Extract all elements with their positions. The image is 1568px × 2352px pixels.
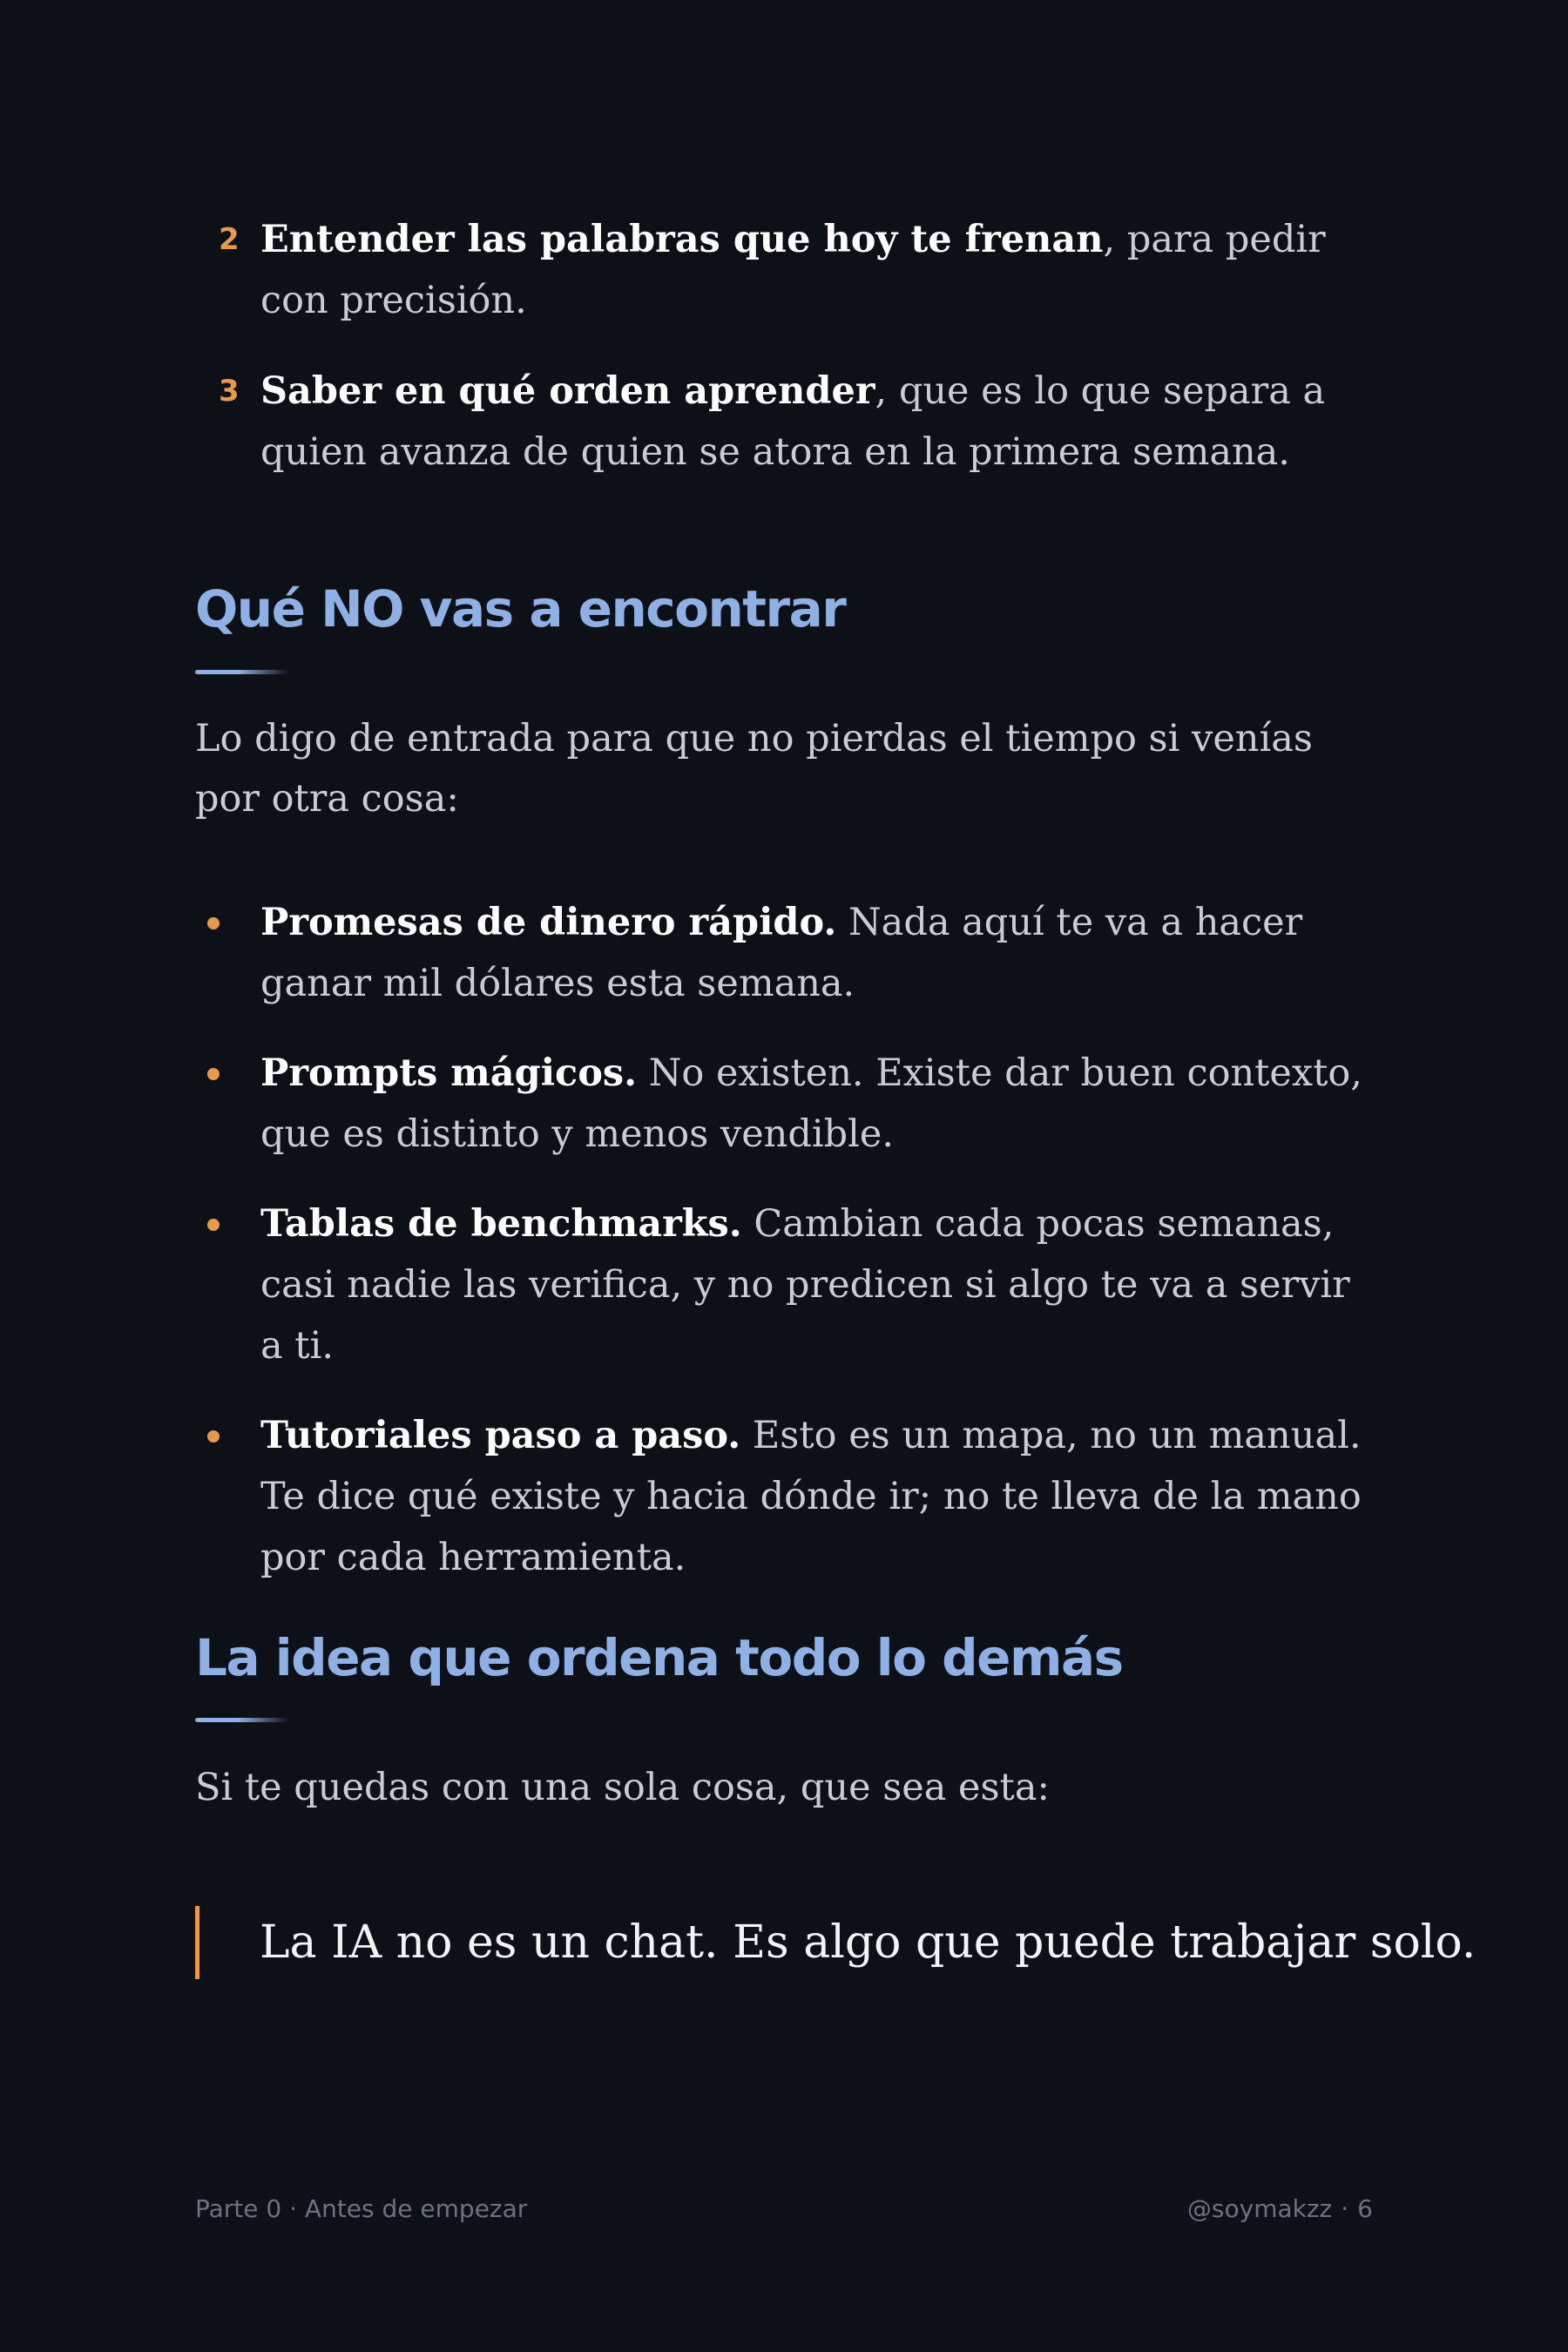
page-number: 6 (1357, 2194, 1373, 2223)
item-text: , para pedir con precisión. (260, 218, 1326, 322)
heading-underline (195, 1718, 289, 1722)
item-text: Nada aquí te va a hacer ganar mil dólares esta semana. (260, 901, 1303, 1005)
item-emphasis: Tutoriales paso a paso. (260, 1414, 741, 1457)
section-heading-not: Qué NO vas a encontrar (195, 579, 846, 639)
list-item (195, 1193, 1373, 1376)
footer-handle: @soymakzz (1186, 2194, 1333, 2223)
bullet-dot-icon (207, 1068, 220, 1080)
numbered-item (195, 209, 1373, 331)
footer-section-label: Parte 0 · Antes de empezar (195, 2194, 528, 2223)
footer-right (1187, 2192, 1373, 2227)
item-emphasis: Prompts mágicos. (260, 1051, 638, 1095)
item-text: Esto es un mapa, no un manual. Te dice qué existe y hacia dónde ir; no te lleva de la mano por cada herramienta. (260, 1414, 1362, 1579)
item-number: 3 (219, 374, 240, 409)
footer-separator: · (1341, 2194, 1349, 2223)
list-item (195, 892, 1373, 1014)
item-text: , que es lo que separa a quien avanza de quien se atora en la primera semana. (260, 369, 1326, 474)
bullet-dot-icon (207, 1219, 220, 1231)
quote-text: La IA no es un chat. Es algo que puede trabajar solo. (260, 1916, 1477, 1969)
item-emphasis: Promesas de dinero rápido. (260, 901, 837, 944)
heading-underline (195, 670, 289, 674)
item-number: 2 (219, 222, 240, 257)
bullet-list (195, 892, 1373, 1617)
bullet-dot-icon (207, 1430, 220, 1443)
section-intro-not: Lo digo de entrada para que no pierdas el tiempo si venías por otra cosa: (195, 717, 1313, 821)
page-footer (195, 2192, 1373, 2227)
quote-bar (195, 1906, 199, 1979)
item-emphasis: Entender las palabras que hoy te frenan (260, 218, 1104, 261)
section-intro-idea: Si te quedas con una sola cosa, que sea esta: (195, 1766, 1050, 1809)
item-text: Cambian cada pocas semanas, casi nadie las verifica, y no predicen si algo te va a servir a ti. (260, 1202, 1350, 1368)
bullet-dot-icon (207, 917, 220, 929)
list-item (195, 1043, 1373, 1165)
list-item (195, 1405, 1373, 1588)
item-emphasis: Saber en qué orden aprender (260, 369, 875, 413)
pull-quote (195, 1906, 1477, 1979)
item-emphasis: Tablas de benchmarks. (260, 1202, 742, 1246)
section-heading-idea: La idea que ordena todo lo demás (195, 1628, 1123, 1687)
item-text: No existen. Existe dar buen contexto, que es distinto y menos vendible. (260, 1051, 1362, 1156)
numbered-list (195, 209, 1373, 512)
numbered-item (195, 361, 1373, 483)
